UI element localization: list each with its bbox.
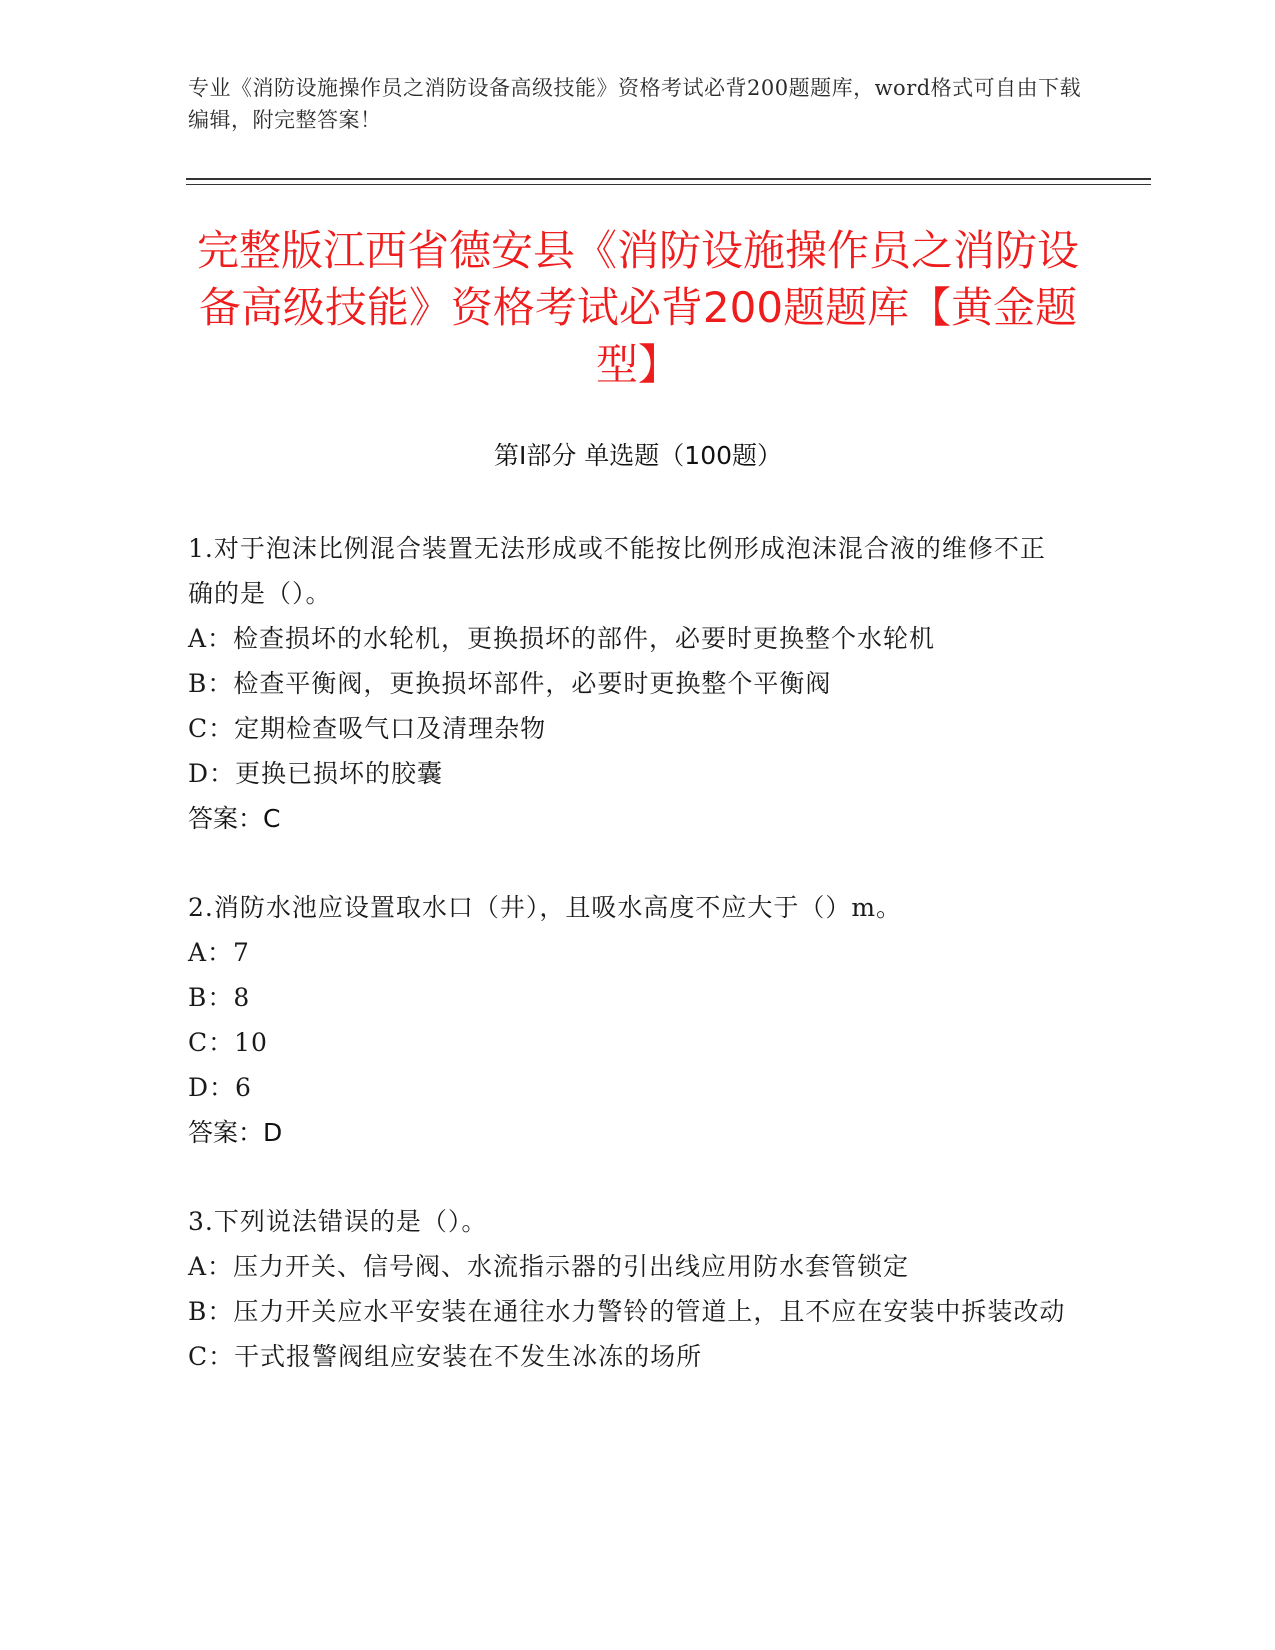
option-a: A：检查损坏的水轮机，更换损坏的部件，必要时更换整个水轮机	[188, 624, 936, 653]
question-text: 3.下列说法错误的是（）。	[188, 1207, 488, 1236]
question-item	[188, 885, 1068, 1155]
option-a: A：7	[188, 938, 250, 967]
question-text: 1.对于泡沫比例混合装置无法形成或不能按比例形成泡沫混合液的维修不正确的是（）。	[188, 534, 1046, 608]
answer-line: 答案：C	[188, 804, 281, 833]
header-divider-thick	[186, 178, 1151, 180]
option-c: C：定期检查吸气口及清理杂物	[188, 714, 547, 743]
option-b: B：压力开关应水平安装在通往水力警铃的管道上，且不应在安装中拆装改动	[188, 1297, 1066, 1326]
header-divider-thin	[186, 184, 1151, 185]
option-d: D：更换已损坏的胶囊	[188, 759, 444, 788]
answer-line: 答案：D	[188, 1118, 283, 1147]
question-list	[188, 526, 1068, 1423]
option-c: C：10	[188, 1028, 268, 1057]
document-title: 完整版江西省德安县《消防设施操作员之消防设备高级技能》资格考试必背200题题库【黄金题型】	[196, 226, 1079, 389]
option-b: B：8	[188, 983, 251, 1012]
question-item	[188, 526, 1068, 841]
section-heading: 第Ⅰ部分 单选题（100题）	[493, 441, 783, 470]
header-note: 专业《消防设施操作员之消防设备高级技能》资格考试必背200题题库，word格式可自由下载编辑，附完整答案！	[188, 76, 1082, 132]
option-a: A：压力开关、信号阀、水流指示器的引出线应用防水套管锁定	[188, 1252, 910, 1281]
option-c: C：干式报警阀组应安装在不发生冰冻的场所	[188, 1342, 703, 1371]
option-b: B：检查平衡阀，更换损坏部件，必要时更换整个平衡阀	[188, 669, 832, 698]
question-item	[188, 1199, 1068, 1379]
option-d: D：6	[188, 1073, 252, 1102]
question-text: 2.消防水池应设置取水口（井），且吸水高度不应大于（）m。	[188, 893, 903, 922]
